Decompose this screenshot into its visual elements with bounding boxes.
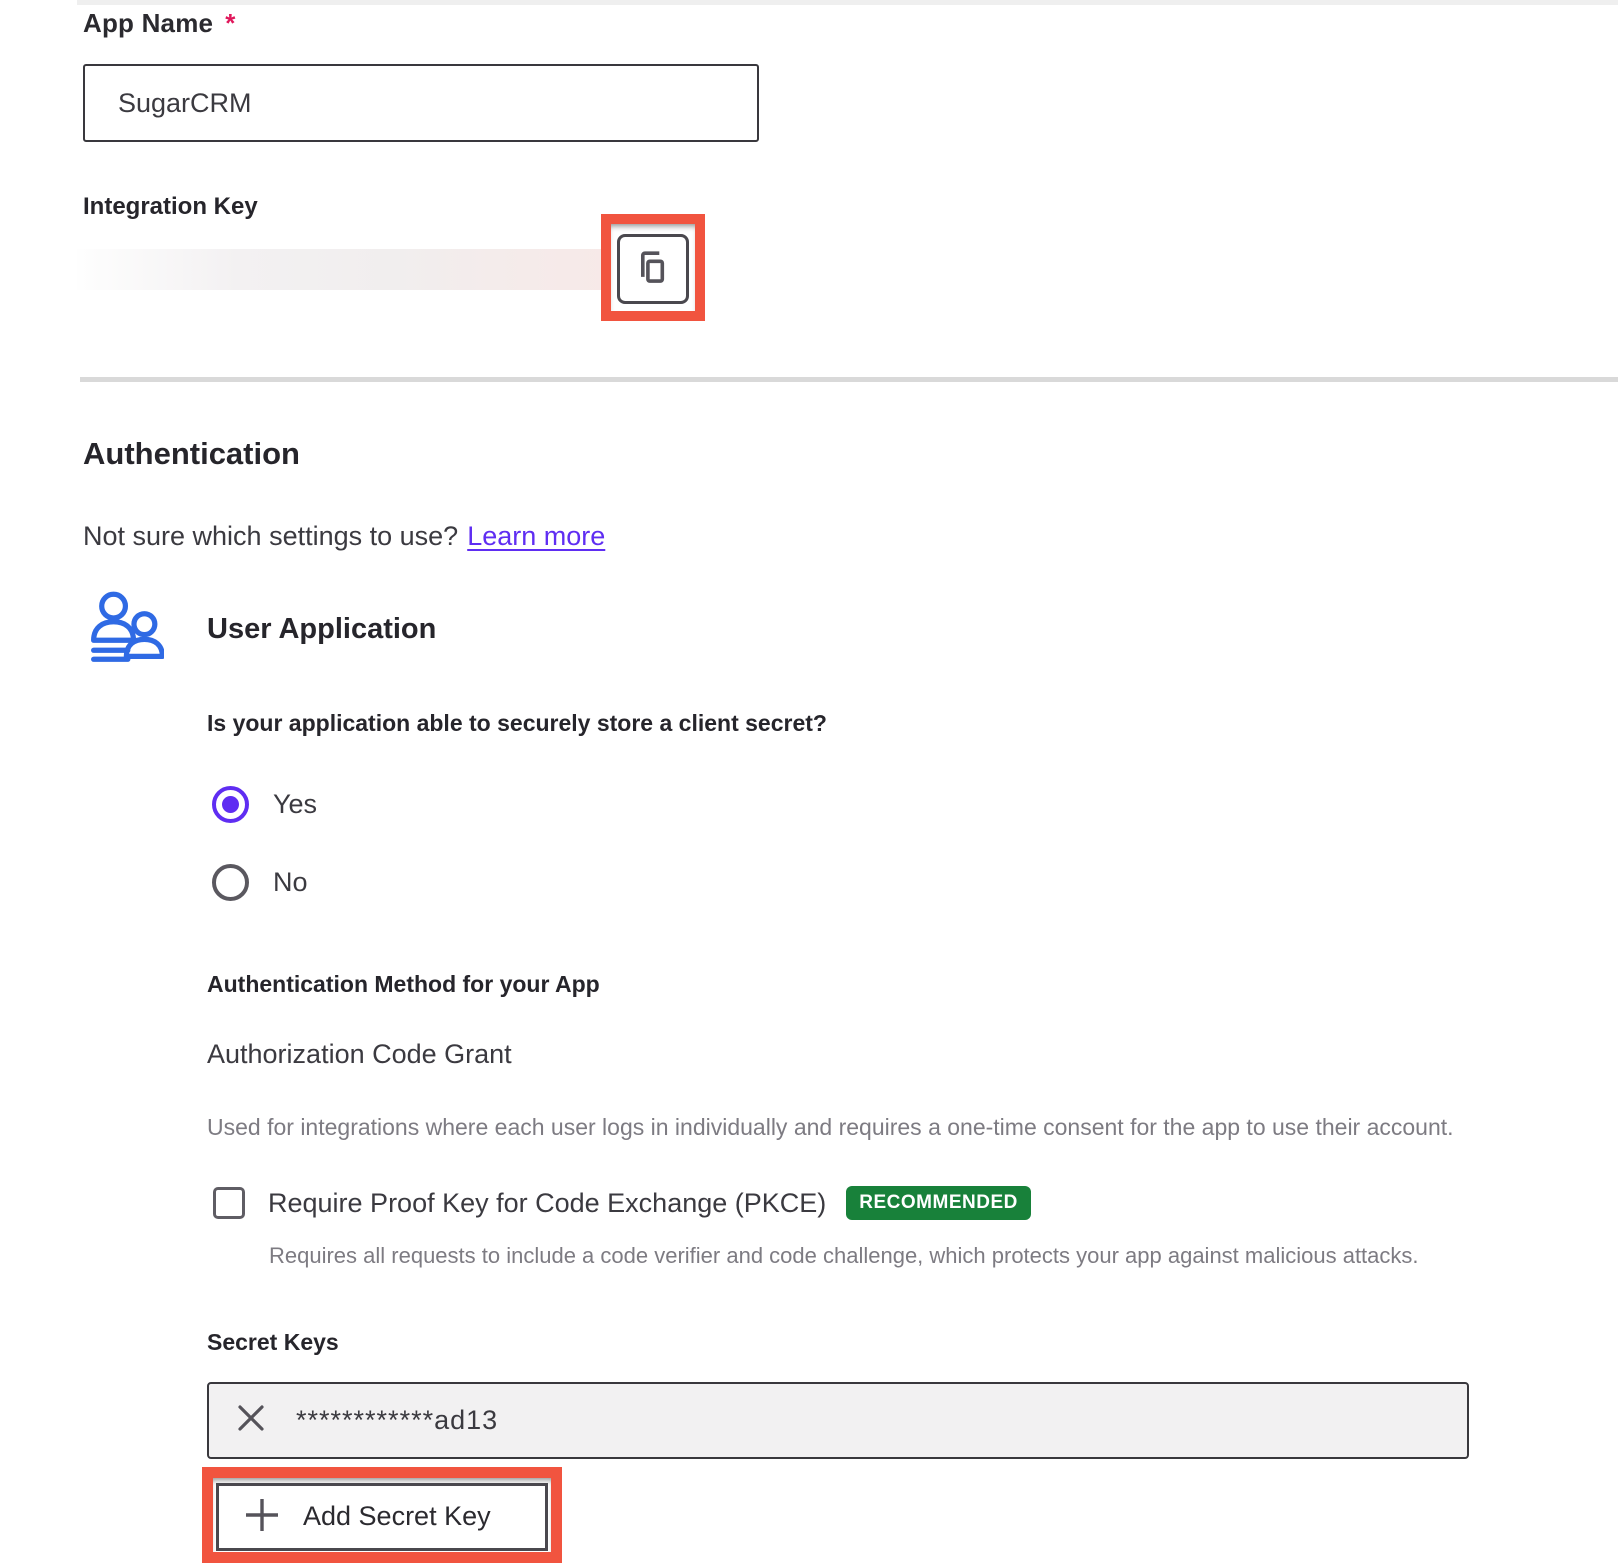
authentication-help-line [83, 521, 605, 552]
recommended-badge: RECOMMENDED [846, 1186, 1031, 1220]
delete-secret-key-button[interactable] [234, 1404, 268, 1438]
top-edge-strip [77, 0, 1618, 5]
radio-button-no[interactable] [212, 864, 249, 901]
pkce-checkbox[interactable] [213, 1187, 245, 1219]
radio-selected-dot [222, 796, 239, 813]
client-secret-question: Is your application able to securely store a client secret? [207, 710, 827, 736]
radio-option-no[interactable] [212, 864, 308, 901]
radio-button-yes[interactable] [212, 786, 249, 823]
radio-label-no: No [273, 867, 308, 897]
pkce-row [213, 1186, 1031, 1220]
annotation-highlight-add-secret-key [202, 1467, 562, 1563]
authentication-heading: Authentication [83, 436, 300, 471]
radio-option-yes[interactable] [212, 786, 317, 823]
required-asterisk: * [225, 8, 236, 38]
copy-integration-key-button[interactable] [617, 234, 689, 304]
masked-secret-key-value: ************ad13 [296, 1405, 499, 1435]
auth-method-description: Used for integrations where each user logs in individually and requires a one-time consent for the app to use their account. [207, 1114, 1454, 1140]
copy-icon [635, 247, 671, 292]
section-divider [80, 377, 1618, 382]
users-icon [84, 590, 164, 664]
secret-keys-label: Secret Keys [207, 1329, 339, 1355]
pkce-label: Require Proof Key for Code Exchange (PKCE) [268, 1187, 827, 1218]
learn-more-link[interactable]: Learn more [467, 521, 606, 551]
auth-method-value: Authorization Code Grant [207, 1039, 512, 1069]
help-prompt-text: Not sure which settings to use? [83, 521, 459, 551]
auth-method-label: Authentication Method for your App [207, 971, 600, 997]
radio-label-yes: Yes [273, 789, 318, 819]
integration-key-redacted-value [77, 249, 607, 290]
integration-key-label: Integration Key [83, 193, 258, 220]
app-name-input[interactable] [83, 64, 759, 142]
add-secret-key-button[interactable] [216, 1483, 548, 1551]
plus-icon [243, 1496, 281, 1537]
app-name-label [83, 8, 236, 39]
x-icon [235, 1402, 267, 1439]
secret-key-row [207, 1382, 1469, 1459]
user-application-title: User Application [207, 613, 437, 645]
add-secret-key-label: Add Secret Key [303, 1501, 491, 1531]
pkce-description: Requires all requests to include a code verifier and code challenge, which protects your app against malicious attacks. [269, 1243, 1419, 1268]
app-name-label-text: App Name [83, 8, 214, 38]
annotation-highlight-copy-button [601, 214, 705, 321]
